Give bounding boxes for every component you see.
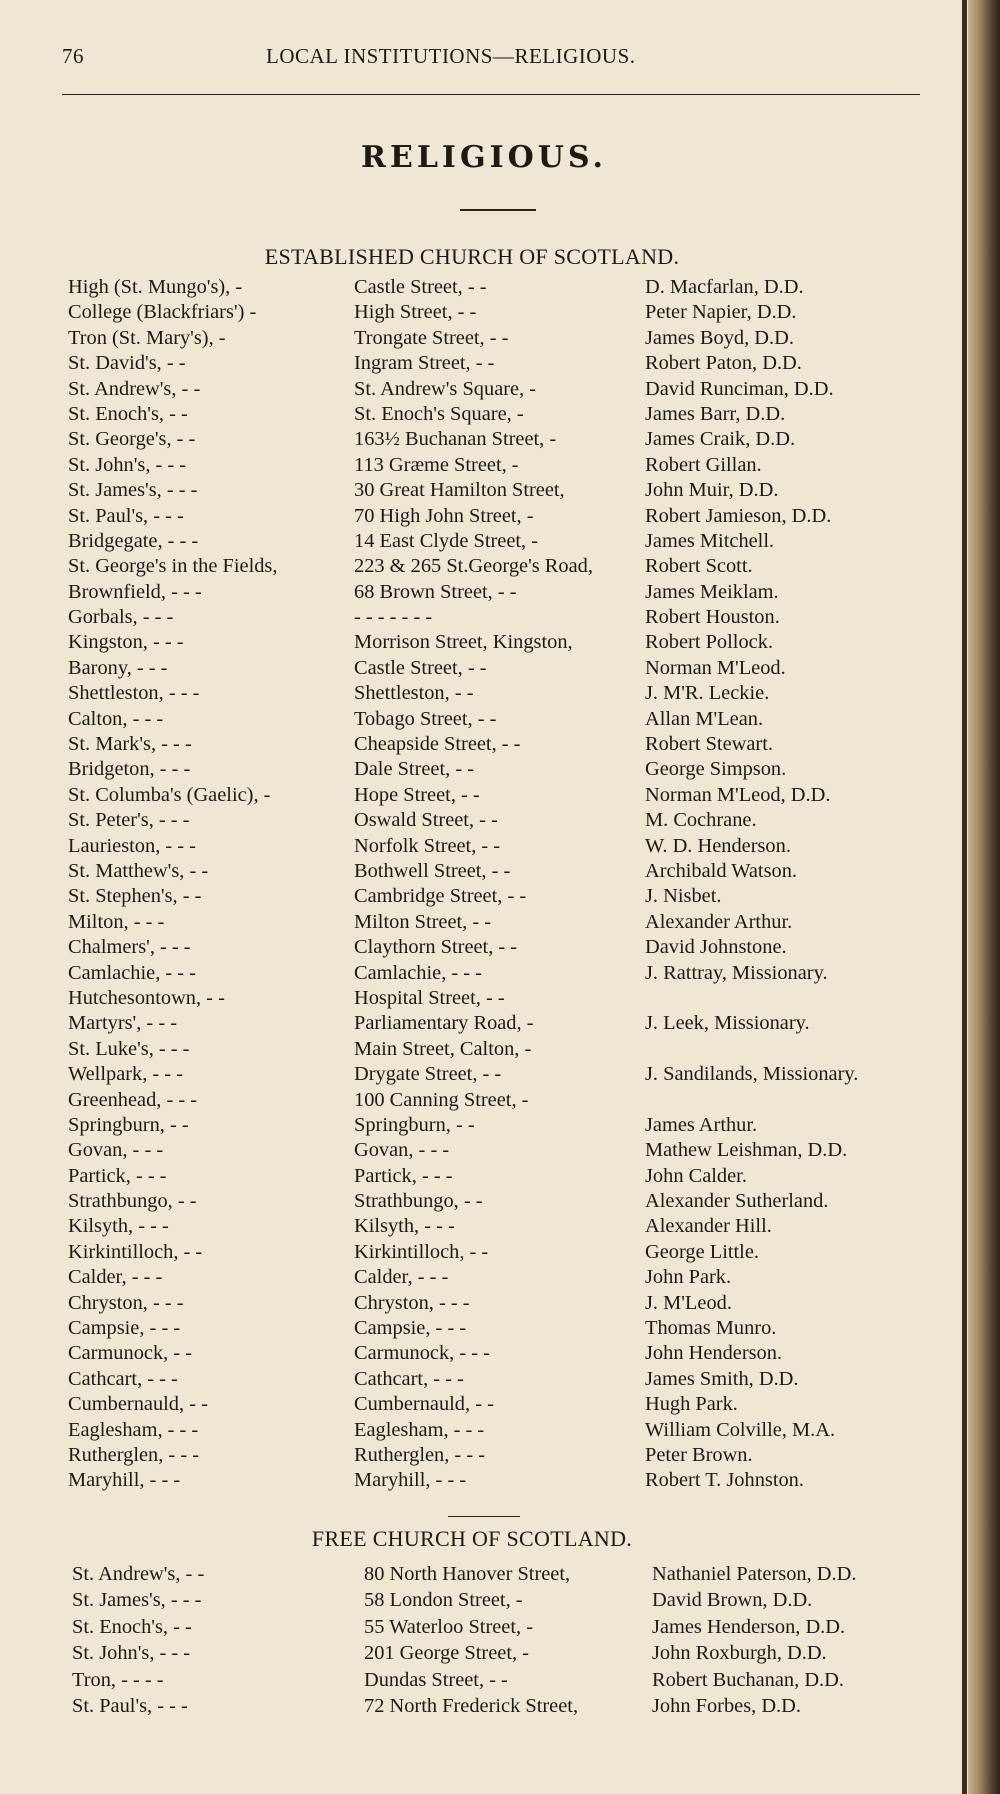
list-item [0, 327, 968, 352]
list-item [0, 505, 968, 530]
list-item [0, 1469, 968, 1494]
list-item [0, 1114, 968, 1139]
church-name: Tron (St. Mary's), - [68, 326, 226, 349]
church-name: St. George's in the Fields, [68, 555, 278, 578]
church-name: St. James's, - - - [72, 1589, 202, 1612]
list-item [0, 454, 968, 479]
church-address: Tobago Street, - - [354, 707, 497, 730]
list-item [0, 885, 968, 910]
list-item [0, 403, 968, 428]
church-address: Dale Street, - - [354, 758, 475, 781]
church-name: St. Luke's, - - - [68, 1037, 190, 1060]
minister-name: Thomas Munro. [645, 1317, 777, 1340]
church-address: Partick, - - - [354, 1164, 453, 1187]
church-name: Gorbals, - - - [68, 606, 174, 629]
church-name: St. Stephen's, - - [68, 885, 202, 908]
church-name: Brownfield, - - - [68, 580, 202, 603]
church-address: High Street, - - [354, 301, 477, 324]
list-item [0, 1165, 968, 1190]
list-item [0, 1616, 968, 1642]
church-address: Trongate Street, - - [354, 326, 509, 349]
list-item [0, 276, 968, 301]
minister-name: James Craik, D.D. [645, 428, 796, 451]
minister-name: Robert Scott. [645, 555, 753, 578]
church-address: Rutherglen, - - - [354, 1443, 485, 1466]
minister-name: George Little. [645, 1240, 760, 1263]
minister-name: J. Leek, Missionary. [645, 1012, 810, 1035]
list-item [0, 809, 968, 834]
list-item [0, 835, 968, 860]
section-divider-rule [448, 1516, 520, 1517]
church-address: 14 East Clyde Street, - [354, 529, 539, 552]
church-name: Chalmers', - - - [68, 936, 191, 959]
minister-name: David Runciman, D.D. [645, 377, 834, 400]
church-address: Drygate Street, - - [354, 1063, 502, 1086]
church-name: Martyrs', - - - [68, 1012, 177, 1035]
church-address: 58 London Street, - [364, 1589, 523, 1612]
church-address: 72 North Frederick Street, [364, 1694, 579, 1717]
page-number: 76 [62, 44, 84, 68]
church-name: Maryhill, - - - [68, 1469, 181, 1492]
church-name: Bridgeton, - - - [68, 758, 191, 781]
church-address: 100 Canning Street, - [354, 1088, 529, 1111]
church-address: Kilsyth, - - - [354, 1215, 455, 1238]
church-address: Govan, - - - [354, 1139, 450, 1162]
church-name: St. David's, - - [68, 352, 186, 375]
church-name: High (St. Mungo's), - [68, 276, 243, 298]
minister-name: David Johnstone. [645, 936, 787, 959]
list-item [0, 1038, 968, 1063]
list-item [0, 1342, 968, 1367]
church-name: College (Blackfriars') - [68, 301, 257, 324]
church-address: Camlachie, - - - [354, 961, 482, 984]
church-address: Castle Street, - - [354, 656, 487, 679]
list-item [0, 1089, 968, 1114]
church-name: Kilsyth, - - - [68, 1215, 169, 1238]
church-address: Morrison Street, Kingston, [354, 631, 573, 654]
church-name: St. Mark's, - - - [68, 733, 192, 756]
section-title: RELIGIOUS. [361, 140, 607, 175]
minister-name: Hugh Park. [645, 1393, 738, 1416]
list-item [0, 301, 968, 326]
list-item [0, 784, 968, 809]
list-item [0, 657, 968, 682]
minister-name: Nathaniel Paterson, D.D. [652, 1563, 857, 1585]
list-item [0, 530, 968, 555]
church-name: Wellpark, - - - [68, 1063, 183, 1086]
list-item [0, 1292, 968, 1317]
church-address: 70 High John Street, - [354, 504, 534, 527]
church-name: Tron, - - - - [72, 1668, 164, 1691]
church-name: Shettleston, - - - [68, 682, 200, 705]
minister-name: Alexander Hill. [645, 1215, 772, 1238]
minister-name: D. Macfarlan, D.D. [645, 276, 804, 298]
minister-name: James Smith, D.D. [645, 1367, 799, 1390]
church-address: Maryhill, - - - [354, 1469, 467, 1492]
book-spine [968, 0, 1000, 1794]
church-address: Carmunock, - - - [354, 1342, 490, 1365]
church-name: St. Paul's, - - - [72, 1694, 188, 1717]
minister-name: Robert Paton, D.D. [645, 352, 802, 375]
church-name: Govan, - - - [68, 1139, 164, 1162]
minister-name: John Calder. [645, 1164, 747, 1187]
page-edge [962, 0, 967, 1794]
list-item [0, 682, 968, 707]
minister-name: J. M'R. Leckie. [645, 682, 770, 705]
church-name: Camlachie, - - - [68, 961, 196, 984]
list-item [0, 631, 968, 656]
church-address: Eaglesham, - - - [354, 1418, 485, 1441]
minister-name: Peter Brown. [645, 1443, 753, 1466]
church-name: Partick, - - - [68, 1164, 167, 1187]
church-address: - - - - - - - [354, 606, 433, 629]
minister-name: John Henderson. [645, 1342, 783, 1365]
church-address: Norfolk Street, - - [354, 834, 501, 857]
minister-name: Robert Houston. [645, 606, 780, 629]
church-address: Calder, - - - [354, 1266, 449, 1289]
church-address: Dundas Street, - - [364, 1668, 508, 1691]
minister-name: John Muir, D.D. [645, 479, 779, 502]
church-address: Springburn, - - [354, 1113, 475, 1136]
minister-name: Robert Pollock. [645, 631, 773, 654]
list-item [0, 1695, 968, 1721]
church-name: St. Columba's (Gaelic), - [68, 783, 271, 806]
church-address: Cumbernauld, - - [354, 1393, 494, 1416]
running-title: LOCAL INSTITUTIONS—RELIGIOUS. [266, 44, 636, 68]
church-address: Hospital Street, - - [354, 986, 505, 1009]
list-item [0, 1563, 968, 1589]
church-name: St. John's, - - - [68, 453, 187, 476]
list-item [0, 1393, 968, 1418]
minister-name: Archibald Watson. [645, 859, 798, 882]
list-item [0, 1444, 968, 1469]
minister-name: Norman M'Leod, D.D. [645, 783, 831, 806]
church-address: Chryston, - - - [354, 1291, 470, 1314]
church-address: St. Enoch's Square, - [354, 402, 524, 425]
church-address: Cheapside Street, - - [354, 733, 521, 756]
minister-name: John Park. [645, 1266, 732, 1289]
church-name: Rutherglen, - - - [68, 1443, 199, 1466]
church-name: Kirkintilloch, - - [68, 1240, 203, 1263]
church-name: St. James's, - - - [68, 479, 198, 502]
minister-name: James Mitchell. [645, 529, 775, 552]
minister-name: Robert T. Johnston. [645, 1469, 804, 1492]
church-name: St. George's, - - [68, 428, 196, 451]
church-name: Chryston, - - - [68, 1291, 184, 1314]
established-church-heading: ESTABLISHED CHURCH OF SCOTLAND. [264, 244, 680, 269]
list-item [0, 860, 968, 885]
church-address: Campsie, - - - [354, 1317, 467, 1340]
church-address: Main Street, Calton, - [354, 1037, 532, 1060]
church-address: 80 North Hanover Street, [364, 1563, 571, 1585]
list-item [0, 1317, 968, 1342]
minister-name: John Roxburgh, D.D. [652, 1642, 827, 1665]
church-address: 55 Waterloo Street, - [364, 1615, 533, 1638]
church-name: St. Andrew's, - - [72, 1563, 205, 1585]
list-item [0, 428, 968, 453]
list-item [0, 1215, 968, 1240]
minister-name: John Forbes, D.D. [652, 1694, 801, 1717]
minister-name: Robert Gillan. [645, 453, 762, 476]
list-item [0, 1669, 968, 1695]
church-name: St. Paul's, - - - [68, 504, 184, 527]
church-address: 163½ Buchanan Street, - [354, 428, 557, 451]
list-item [0, 1190, 968, 1215]
list-item [0, 1589, 968, 1615]
minister-name: George Simpson. [645, 758, 787, 781]
church-name: Calder, - - - [68, 1266, 163, 1289]
minister-name: Mathew Leishman, D.D. [645, 1139, 848, 1162]
church-address: Kirkintilloch, - - [354, 1240, 489, 1263]
list-item [0, 1063, 968, 1088]
minister-name: Peter Napier, D.D. [645, 301, 797, 324]
church-name: Cathcart, - - - [68, 1367, 178, 1390]
church-name: Hutchesontown, - - [68, 986, 225, 1009]
list-item [0, 1139, 968, 1164]
list-item [0, 733, 968, 758]
list-item [0, 352, 968, 377]
list-item [0, 911, 968, 936]
list-item [0, 758, 968, 783]
church-address: 201 George Street, - [364, 1642, 529, 1665]
church-name: St. Enoch's, - - [68, 402, 188, 425]
church-address: Claythorn Street, - - [354, 936, 518, 959]
church-name: Bridgegate, - - - [68, 529, 199, 552]
church-address: Cambridge Street, - - [354, 885, 527, 908]
church-name: Cumbernauld, - - [68, 1393, 208, 1416]
church-name: Springburn, - - [68, 1113, 189, 1136]
list-item [0, 555, 968, 580]
church-address: Bothwell Street, - - [354, 859, 511, 882]
minister-name: James Henderson, D.D. [652, 1615, 846, 1638]
free-church-list [0, 1563, 968, 1721]
list-item [0, 1368, 968, 1393]
church-address: Oswald Street, - - [354, 809, 498, 832]
list-item [0, 1266, 968, 1291]
minister-name: J. M'Leod. [645, 1291, 732, 1314]
church-name: St. Matthew's, - - [68, 859, 209, 882]
church-address: Hope Street, - - [354, 783, 480, 806]
minister-name: Robert Stewart. [645, 733, 773, 756]
list-item [0, 962, 968, 987]
list-item [0, 378, 968, 403]
church-address: Ingram Street, - - [354, 352, 495, 375]
minister-name: M. Cochrane. [645, 809, 757, 832]
church-address: 113 Græme Street, - [354, 453, 519, 476]
church-name: Carmunock, - - [68, 1342, 193, 1365]
list-item [0, 1642, 968, 1668]
header-rule [62, 94, 920, 95]
minister-name: James Barr, D.D. [645, 402, 786, 425]
list-item [0, 581, 968, 606]
church-name: Campsie, - - - [68, 1317, 181, 1340]
church-name: Greenhead, - - - [68, 1088, 198, 1111]
minister-name: W. D. Henderson. [645, 834, 791, 857]
church-address: Shettleston, - - [354, 682, 474, 705]
church-name: Strathbungo, - - [68, 1190, 197, 1213]
church-name: St. Andrew's, - - [68, 377, 201, 400]
minister-name: Allan M'Lean. [645, 707, 764, 730]
church-name: Calton, - - - [68, 707, 164, 730]
minister-name: J. Rattray, Missionary. [645, 961, 828, 984]
title-rule [460, 209, 536, 211]
list-item [0, 708, 968, 733]
minister-name: Norman M'Leod. [645, 656, 786, 679]
minister-name: James Boyd, D.D. [645, 326, 794, 349]
minister-name: Alexander Sutherland. [645, 1190, 829, 1213]
list-item [0, 479, 968, 504]
minister-name: Robert Jamieson, D.D. [645, 504, 832, 527]
minister-name: David Brown, D.D. [652, 1589, 813, 1612]
church-name: St. Peter's, - - - [68, 809, 190, 832]
list-item [0, 606, 968, 631]
list-item [0, 1241, 968, 1266]
established-church-list [0, 276, 968, 1495]
church-name: Barony, - - - [68, 656, 168, 679]
church-address: Castle Street, - - [354, 276, 487, 298]
list-item [0, 987, 968, 1012]
minister-name: James Meiklam. [645, 580, 779, 603]
church-name: Laurieston, - - - [68, 834, 196, 857]
church-name: St. John's, - - - [72, 1642, 191, 1665]
church-address: 68 Brown Street, - - [354, 580, 517, 603]
church-address: Strathbungo, - - [354, 1190, 483, 1213]
minister-name: Alexander Arthur. [645, 910, 793, 933]
church-address: 30 Great Hamilton Street, [354, 479, 565, 502]
church-address: Milton Street, - - [354, 910, 492, 933]
church-name: Eaglesham, - - - [68, 1418, 199, 1441]
minister-name: Robert Buchanan, D.D. [652, 1668, 844, 1691]
church-address: 223 & 265 St.George's Road, [354, 555, 593, 578]
running-head [0, 44, 968, 78]
church-name: Kingston, - - - [68, 631, 184, 654]
church-address: Parliamentary Road, - [354, 1012, 534, 1035]
minister-name: James Arthur. [645, 1113, 758, 1136]
church-name: St. Enoch's, - - [72, 1615, 192, 1638]
list-item [0, 936, 968, 961]
minister-name: William Colville, M.A. [645, 1418, 836, 1441]
list-item [0, 1012, 968, 1037]
church-name: Milton, - - - [68, 910, 165, 933]
list-item [0, 1419, 968, 1444]
minister-name: J. Sandilands, Missionary. [645, 1063, 859, 1086]
minister-name: J. Nisbet. [645, 885, 722, 908]
church-address: Cathcart, - - - [354, 1367, 464, 1390]
church-address: St. Andrew's Square, - [354, 377, 537, 400]
free-church-heading: FREE CHURCH OF SCOTLAND. [311, 1526, 633, 1551]
